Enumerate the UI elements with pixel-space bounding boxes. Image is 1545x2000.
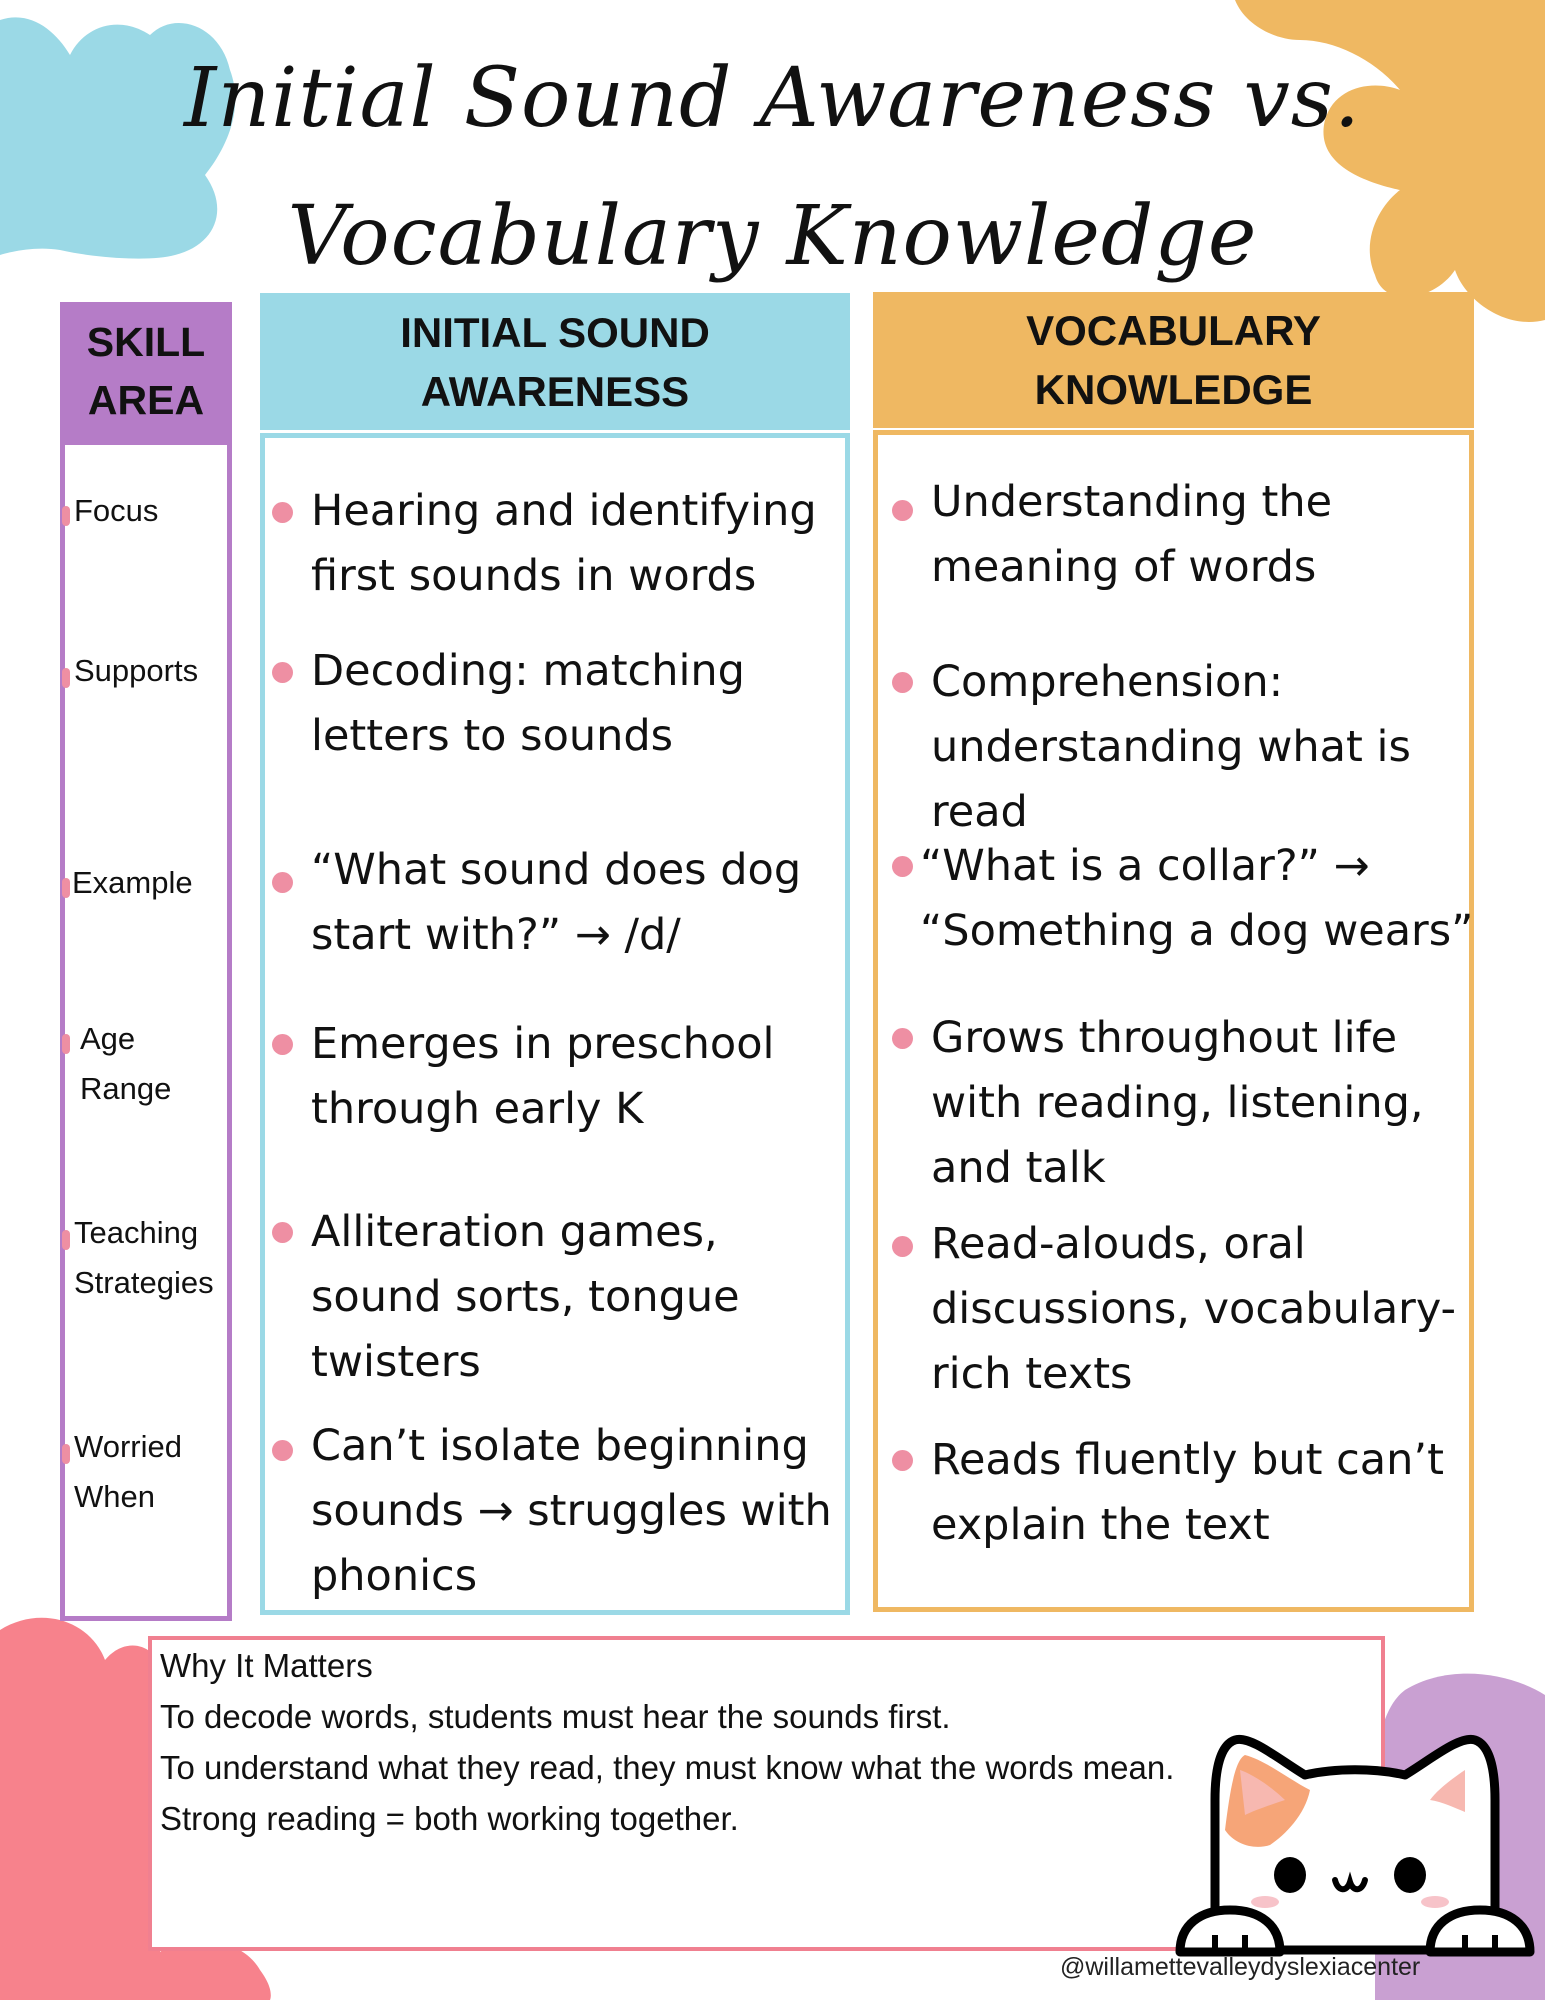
why-line-2: To understand what they read, they must know what the words mean. <box>160 1749 1175 1786</box>
vocab-item-focus: Understanding the meaning of words <box>931 477 1333 592</box>
initial-header-line-1: INITIAL SOUND <box>400 308 710 356</box>
vocab-item-age-range: Grows throughout life with reading, listening, and talk <box>931 1013 1424 1193</box>
initial-item-worried: Can’t isolate beginning sounds → struggles with phonics <box>311 1421 832 1601</box>
skill-area-header <box>60 302 232 440</box>
bullet-dot <box>892 856 913 877</box>
skill-label-focus: Focus <box>74 493 159 528</box>
vocab-header-line-1: VOCABULARY <box>1026 307 1321 354</box>
vocabulary-header <box>873 292 1474 428</box>
vocab-header-line-2: KNOWLEDGE <box>1034 366 1313 413</box>
skill-label-example: Example <box>72 865 193 900</box>
bullet-dot <box>272 502 293 523</box>
bullet-dot <box>272 1440 293 1461</box>
initial-item-supports: Decoding: matching letters to sounds <box>311 646 745 761</box>
page-title <box>0 30 1545 306</box>
initial-item-example: “What sound does dog start with?” → /d/ <box>311 845 802 960</box>
vocab-item-example: “What is a collar?” → “Something a dog wears” <box>920 841 1474 956</box>
bullet-dot <box>272 662 293 683</box>
why-heading: Why It Matters <box>160 1647 373 1684</box>
bullet-dot <box>892 1236 913 1257</box>
bullet-dot <box>272 1034 293 1055</box>
cat-mascot-illustration <box>1175 1730 1545 1960</box>
why-line-1: To decode words, students must hear the sounds first. <box>160 1698 951 1735</box>
why-line-3: Strong reading = both working together. <box>160 1800 739 1837</box>
skill-marker <box>62 506 70 526</box>
skill-label-teaching-strategies: Teaching Strategies <box>74 1215 214 1300</box>
skill-header-line-1: SKILL <box>86 319 206 365</box>
skill-label-supports: Supports <box>74 653 199 688</box>
bullet-dot <box>272 1222 293 1243</box>
initial-header-line-2: AWARENESS <box>420 367 690 415</box>
bullet-dot <box>892 1028 913 1049</box>
skill-label-worried-when: Worried When <box>74 1429 182 1514</box>
bullet-dot <box>892 1450 913 1471</box>
skill-marker <box>62 1034 70 1054</box>
vocab-item-teaching: Read-alouds, oral discussions, vocabulary- rich texts <box>931 1219 1457 1399</box>
skill-marker <box>62 1444 70 1464</box>
initial-item-age-range: Emerges in preschool through early K <box>311 1019 775 1134</box>
skill-header-line-2: AREA <box>87 377 205 423</box>
initial-sound-header <box>260 293 850 430</box>
vocab-item-worried: Reads fluently but can’t explain the text <box>931 1435 1444 1550</box>
bullet-dot <box>272 872 293 893</box>
initial-item-teaching: Alliteration games, sound sorts, tongue twisters <box>311 1207 740 1387</box>
vocab-item-supports: Comprehension: understanding what is read <box>931 657 1411 837</box>
title-line-1: Initial Sound Awareness vs. <box>184 51 1361 146</box>
skill-marker <box>62 668 70 688</box>
initial-item-focus: Hearing and identifying first sounds in words <box>311 486 817 601</box>
skill-label-age-range: Age Range <box>80 1021 172 1106</box>
social-handle: @willamettevalleydyslexiacenter <box>1060 1953 1421 1981</box>
skill-marker <box>62 878 70 898</box>
bullet-dot <box>892 500 913 521</box>
skill-marker <box>62 1230 70 1250</box>
bullet-dot <box>892 672 913 693</box>
title-line-2: Vocabulary Knowledge <box>287 189 1258 284</box>
